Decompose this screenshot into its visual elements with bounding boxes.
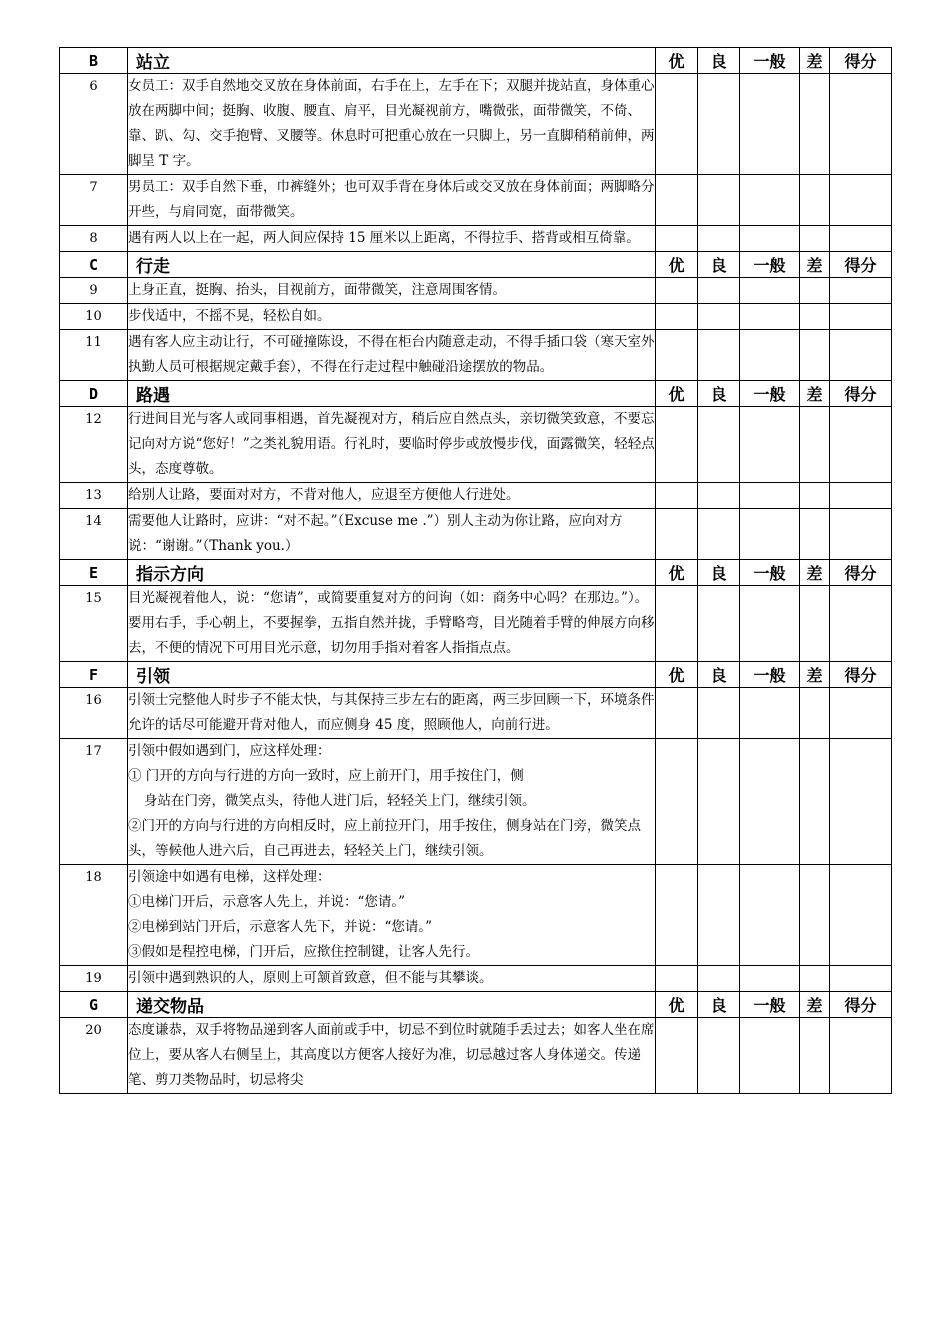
rating-cell[interactable] [800, 74, 830, 175]
description-line: 引领中遇到熟识的人，原则上可颔首致意，但不能与其攀谈。 [128, 970, 493, 986]
rating-cell[interactable] [830, 175, 892, 226]
rating-header: 差 [800, 252, 830, 278]
rating-cell[interactable] [656, 509, 698, 560]
table-row [60, 407, 892, 483]
section-code: G [60, 992, 128, 1018]
description-line: 男员工：双手自然下垂，巾裤缝外；也可双手背在身体后或交叉放在身体前面；两脚略分开些，与肩同宽，面带微笑。 [128, 179, 655, 220]
rating-cell[interactable] [656, 483, 698, 509]
table-row [60, 304, 892, 330]
rating-cell[interactable] [698, 586, 740, 662]
rating-cell[interactable] [740, 330, 800, 381]
description-line: 引领途中如遇有电梯，这样处理： [128, 869, 331, 885]
rating-cell[interactable] [698, 74, 740, 175]
section-code: D [60, 381, 128, 407]
rating-cell[interactable] [800, 1018, 830, 1094]
description-line: 遇有客人应主动让行，不可碰撞陈设，不得在柜台内随意走动，不得手插口袋（寒天室外执勤人员可根据规定戴手套），不得在行走过程中触碰沿途摆放的物品。 [128, 334, 655, 375]
rating-cell[interactable] [656, 330, 698, 381]
section-title: 行走 [128, 252, 656, 278]
section-code: B [60, 48, 128, 74]
rating-header: 优 [656, 252, 698, 278]
rating-cell[interactable] [830, 330, 892, 381]
table-row [60, 966, 892, 992]
rating-cell[interactable] [740, 966, 800, 992]
item-description [128, 739, 656, 865]
rating-cell[interactable] [800, 407, 830, 483]
item-number: 8 [60, 226, 128, 252]
rating-cell[interactable] [740, 175, 800, 226]
rating-header: 良 [698, 662, 740, 688]
rating-cell[interactable] [656, 278, 698, 304]
item-number: 6 [60, 74, 128, 175]
rating-cell[interactable] [800, 483, 830, 509]
table-row [60, 586, 892, 662]
description-line: 身站在门旁，微笑点头，待他人进门后，轻轻关上门，继续引领。 [144, 793, 536, 809]
item-description [128, 483, 656, 509]
rating-cell[interactable] [698, 1018, 740, 1094]
rating-cell[interactable] [656, 966, 698, 992]
rating-header: 差 [800, 48, 830, 74]
item-description [128, 865, 656, 966]
rating-cell[interactable] [656, 74, 698, 175]
rating-cell[interactable] [800, 226, 830, 252]
description-line: 给别人让路，要面对对方，不背对他人，应退至方便他人行进处。 [128, 487, 520, 503]
rating-header: 差 [800, 381, 830, 407]
rating-cell[interactable] [740, 688, 800, 739]
section-title: 指示方向 [128, 560, 656, 586]
rating-cell[interactable] [698, 407, 740, 483]
item-number: 16 [60, 688, 128, 739]
rating-cell[interactable] [800, 739, 830, 865]
rating-cell[interactable] [656, 407, 698, 483]
rating-cell[interactable] [698, 226, 740, 252]
rating-header: 优 [656, 381, 698, 407]
section-header-row [60, 662, 892, 688]
rating-cell[interactable] [698, 304, 740, 330]
rating-cell[interactable] [830, 586, 892, 662]
rating-cell[interactable] [740, 509, 800, 560]
rating-cell[interactable] [656, 1018, 698, 1094]
rating-cell[interactable] [740, 226, 800, 252]
table-row [60, 226, 892, 252]
rating-cell[interactable] [800, 330, 830, 381]
rating-header: 优 [656, 48, 698, 74]
section-code: C [60, 252, 128, 278]
item-description [128, 330, 656, 381]
section-header-row [60, 560, 892, 586]
description-line: 态度谦恭，双手将物品递到客人面前或手中，切忌不到位时就随手丢过去；如客人坐在席位上，要从客人右侧呈上，其高度以方便客人接好为准，切忌越过客人身体递交。传递笔、剪刀类物品时，切忌将尖 [128, 1022, 655, 1088]
rating-header: 得分 [830, 252, 892, 278]
rating-header: 一般 [740, 560, 800, 586]
table-row [60, 688, 892, 739]
rating-header: 差 [800, 560, 830, 586]
rating-cell[interactable] [800, 304, 830, 330]
table-row [60, 330, 892, 381]
rating-header: 一般 [740, 48, 800, 74]
rating-cell[interactable] [830, 1018, 892, 1094]
rating-header: 差 [800, 662, 830, 688]
description-line: ①电梯门开后，示意客人先上，并说：“您请。” [128, 894, 406, 910]
item-description [128, 278, 656, 304]
rating-header: 良 [698, 560, 740, 586]
rating-header: 优 [656, 662, 698, 688]
rating-cell[interactable] [740, 586, 800, 662]
rating-cell[interactable] [800, 688, 830, 739]
rating-cell[interactable] [740, 483, 800, 509]
item-number: 9 [60, 278, 128, 304]
description-line: ③假如是程控电梯，门开后，应揿住控制键，让客人先行。 [128, 944, 479, 960]
rating-cell[interactable] [656, 865, 698, 966]
item-number: 12 [60, 407, 128, 483]
rating-header: 一般 [740, 992, 800, 1018]
description-line: 引领中假如遇到门，应这样处理： [128, 743, 331, 759]
item-number: 14 [60, 509, 128, 560]
section-code: F [60, 662, 128, 688]
rating-cell[interactable] [698, 966, 740, 992]
rating-header: 得分 [830, 381, 892, 407]
rating-header: 得分 [830, 560, 892, 586]
rating-cell[interactable] [800, 278, 830, 304]
rating-header: 得分 [830, 662, 892, 688]
rating-cell[interactable] [740, 304, 800, 330]
rating-cell[interactable] [656, 586, 698, 662]
rating-cell[interactable] [698, 175, 740, 226]
item-description [128, 407, 656, 483]
description-line: 遇有两人以上在一起，两人间应保持 15 厘米以上距离，不得拉手、搭背或相互倚靠。 [128, 230, 640, 246]
rating-cell[interactable] [698, 688, 740, 739]
rating-cell[interactable] [698, 278, 740, 304]
item-description [128, 586, 656, 662]
table-row [60, 278, 892, 304]
section-title: 引领 [128, 662, 656, 688]
rating-cell[interactable] [830, 483, 892, 509]
rating-cell[interactable] [698, 739, 740, 865]
table-row [60, 865, 892, 966]
rating-header: 一般 [740, 662, 800, 688]
item-number: 15 [60, 586, 128, 662]
rating-cell[interactable] [830, 278, 892, 304]
rating-cell[interactable] [830, 865, 892, 966]
rating-cell[interactable] [800, 509, 830, 560]
description-line: 目光凝视着他人，说：“您请”，或简要重复对方的问询（如：商务中心吗？在那边。”）。要用右手，手心朝上，不要握拳，五指自然并拢，手臂略弯，目光随着手臂的伸展方向移去，不便的情况下可用目光示意，切勿用手指对着客人指指点点。 [128, 590, 655, 656]
rating-header: 良 [698, 992, 740, 1018]
rating-cell[interactable] [740, 865, 800, 966]
table-row [60, 483, 892, 509]
item-number: 11 [60, 330, 128, 381]
rating-header: 差 [800, 992, 830, 1018]
item-number: 17 [60, 739, 128, 865]
rating-header: 一般 [740, 252, 800, 278]
rating-cell[interactable] [698, 330, 740, 381]
description-line: ②门开的方向与行进的方向相反时，应上前拉开门，用手按住，侧身站在门旁，微笑点头，等候他人进六后，自己再进去，轻轻关上门，继续引领。 [128, 818, 641, 859]
description-line: 行进间目光与客人或同事相遇，首先凝视对方，稍后应自然点头，亲切微笑致意，不要忘记向对方说“您好！”之类礼貌用语。行礼时，要临时停步或放慢步伐，面露微笑，轻轻点头，态度尊敬。 [128, 411, 655, 477]
table-row [60, 74, 892, 175]
section-title: 路遇 [128, 381, 656, 407]
rating-cell[interactable] [830, 688, 892, 739]
rating-cell[interactable] [800, 966, 830, 992]
item-number: 18 [60, 865, 128, 966]
section-header-row [60, 48, 892, 74]
section-title: 递交物品 [128, 992, 656, 1018]
section-code: E [60, 560, 128, 586]
rating-cell[interactable] [830, 509, 892, 560]
item-number: 20 [60, 1018, 128, 1094]
section-title: 站立 [128, 48, 656, 74]
item-description [128, 1018, 656, 1094]
rating-cell[interactable] [656, 226, 698, 252]
rating-cell[interactable] [830, 966, 892, 992]
rating-header: 良 [698, 48, 740, 74]
rating-cell[interactable] [656, 175, 698, 226]
table-row [60, 1018, 892, 1094]
rating-cell[interactable] [656, 739, 698, 865]
section-header-row [60, 252, 892, 278]
item-description [128, 966, 656, 992]
description-line: 步伐适中，不摇不晃，轻松自如。 [128, 308, 331, 324]
evaluation-table [59, 47, 892, 1094]
rating-cell[interactable] [830, 304, 892, 330]
section-header-row [60, 992, 892, 1018]
rating-cell[interactable] [698, 865, 740, 966]
rating-header: 良 [698, 252, 740, 278]
item-description [128, 688, 656, 739]
rating-cell[interactable] [656, 688, 698, 739]
item-description [128, 509, 656, 560]
rating-header: 优 [656, 992, 698, 1018]
rating-cell[interactable] [830, 739, 892, 865]
rating-cell[interactable] [800, 586, 830, 662]
rating-cell[interactable] [740, 74, 800, 175]
item-description [128, 226, 656, 252]
description-line: ① 门开的方向与行进的方向一致时，应上前开门，用手按住门，侧 [128, 768, 524, 784]
item-number: 7 [60, 175, 128, 226]
description-line: 引领士完整他人时步子不能太快，与其保持三步左右的距离，两三步回顾一下，环境条件允许的话尽可能避开背对他人，而应侧身 45 度，照顾他人，向前行进。 [128, 692, 655, 733]
rating-cell[interactable] [740, 739, 800, 865]
rating-cell[interactable] [698, 483, 740, 509]
item-number: 19 [60, 966, 128, 992]
rating-cell[interactable] [830, 407, 892, 483]
rating-header: 得分 [830, 48, 892, 74]
item-description [128, 74, 656, 175]
rating-header: 得分 [830, 992, 892, 1018]
description-line: 上身正直，挺胸、抬头，目视前方，面带微笑，注意周围客情。 [128, 282, 506, 298]
section-header-row [60, 381, 892, 407]
rating-cell[interactable] [698, 509, 740, 560]
rating-cell[interactable] [740, 407, 800, 483]
rating-cell[interactable] [656, 304, 698, 330]
rating-header: 优 [656, 560, 698, 586]
rating-cell[interactable] [740, 1018, 800, 1094]
description-line: ②电梯到站门开后，示意客人先下，并说：“您请。” [128, 919, 433, 935]
table-row [60, 509, 892, 560]
table-row [60, 175, 892, 226]
rating-cell[interactable] [740, 278, 800, 304]
item-number: 13 [60, 483, 128, 509]
description-line: 女员工：双手自然地交叉放在身体前面，右手在上，左手在下；双腿并拢站直，身体重心放在两脚中间；挺胸、收腹、腰直、肩平，目光凝视前方，嘴微张，面带微笑，不倚、靠、趴、勾、交手抱臂、叉腰等。休息时可把重心放在一只脚上，另一直脚稍稍前伸，两脚呈 T 字。 [128, 78, 655, 169]
item-description [128, 304, 656, 330]
item-number: 10 [60, 304, 128, 330]
rating-cell[interactable] [830, 74, 892, 175]
rating-header: 一般 [740, 381, 800, 407]
rating-cell[interactable] [800, 175, 830, 226]
table-row [60, 739, 892, 865]
rating-cell[interactable] [800, 865, 830, 966]
description-line: 需要他人让路时，应讲：“对不起。”（Excuse me .”）别人主动为你让路，应向对方说：“谢谢。”（Thank you.） [128, 513, 623, 554]
rating-cell[interactable] [830, 226, 892, 252]
rating-header: 良 [698, 381, 740, 407]
item-description [128, 175, 656, 226]
